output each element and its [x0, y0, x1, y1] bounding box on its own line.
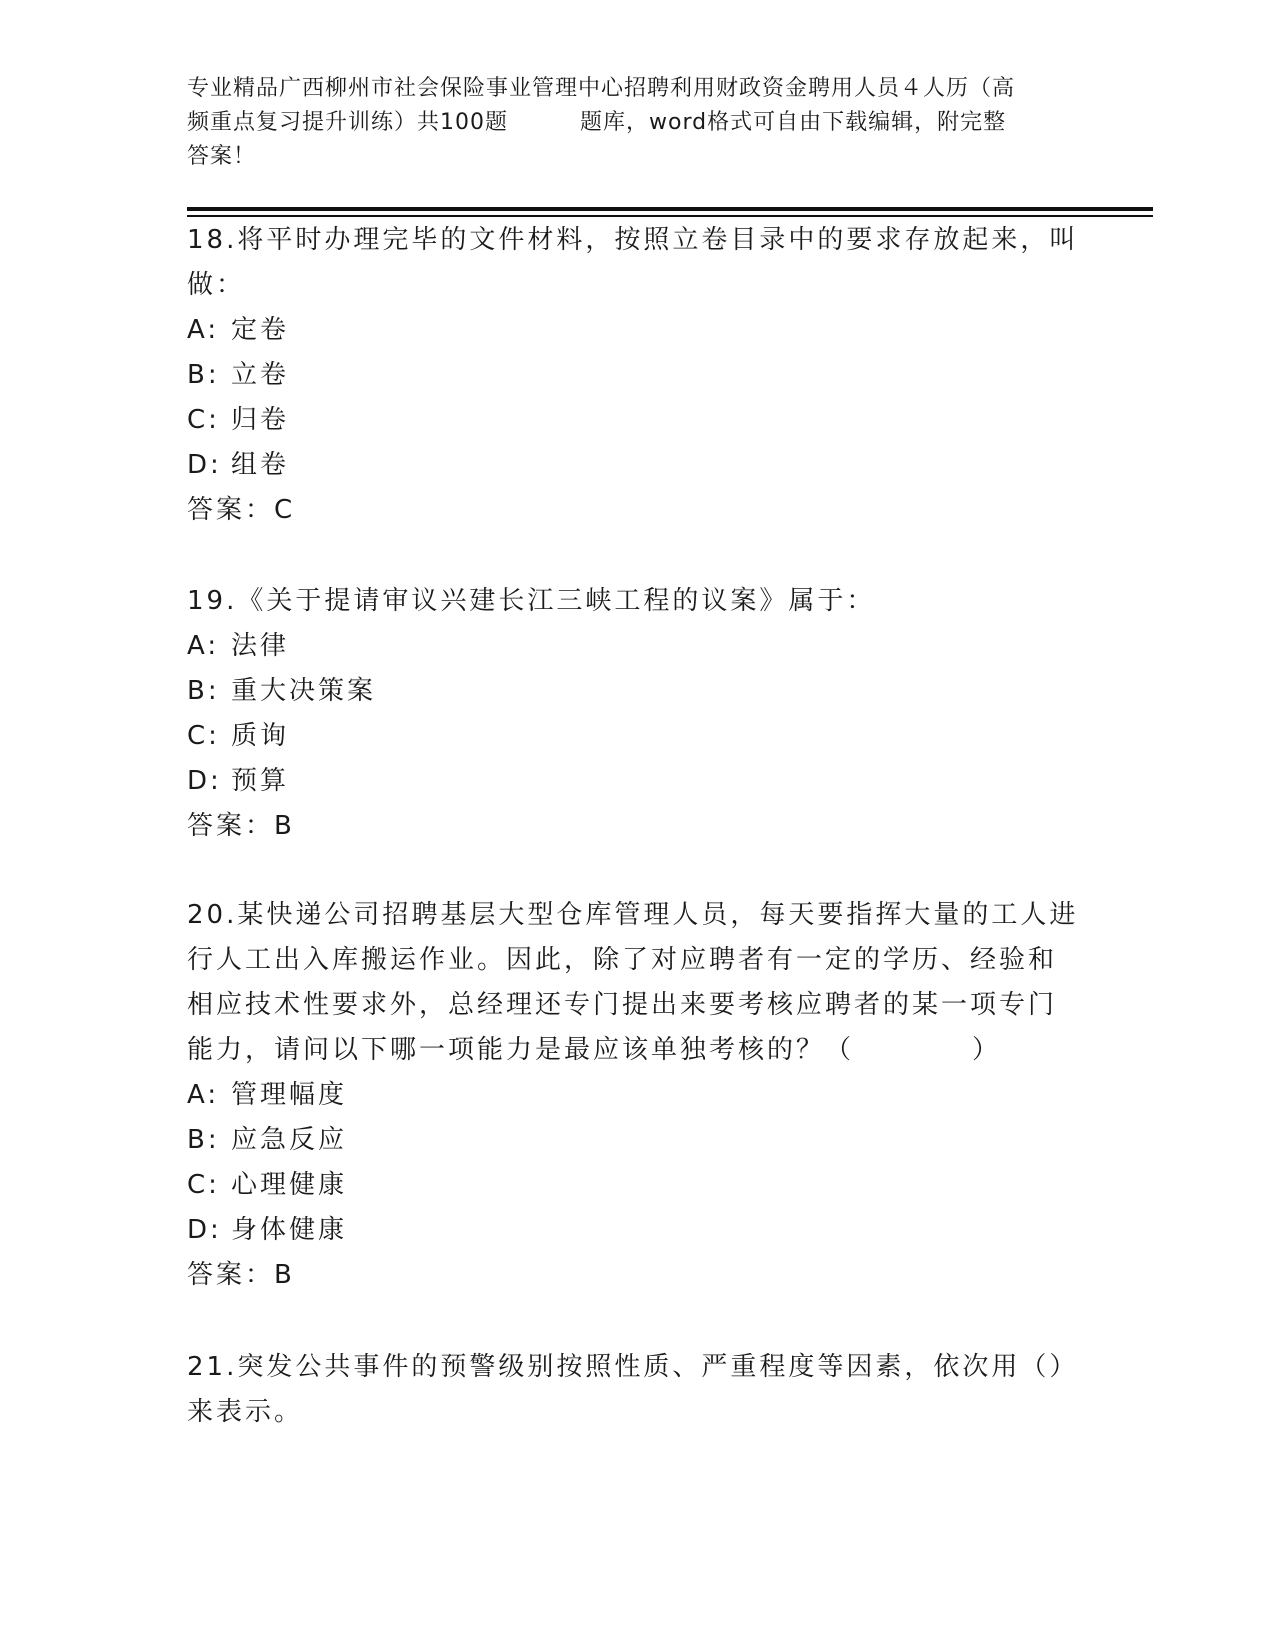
document-header	[187, 72, 1087, 174]
question-18	[187, 218, 1087, 533]
question-stem-text: 能力，请问以下哪一项能力是最应该单独考核的？（	[187, 1035, 855, 1065]
option-c	[187, 398, 1087, 443]
answer-line: 答案：C	[187, 495, 296, 525]
option-text: 预算	[231, 766, 290, 796]
question-stem-line: 20.某快递公司招聘基层大型仓库管理人员，每天要指挥大量的工人进	[187, 900, 1079, 930]
option-d	[187, 1208, 1087, 1253]
option-text: 管理幅度	[231, 1080, 348, 1110]
option-text: 组卷	[231, 450, 290, 480]
header-line-2	[187, 106, 1087, 140]
option-key: C:	[187, 1170, 220, 1200]
option-text: 身体健康	[231, 1215, 348, 1245]
header-line-2-part-a: 频重点复习提升训练）共100题	[187, 110, 508, 135]
question-stem-line: 来表示。	[187, 1397, 304, 1427]
question-21	[187, 1345, 1087, 1435]
option-key: C:	[187, 405, 220, 435]
question-stem-line: 21.突发公共事件的预警级别按照性质、严重程度等因素，依次用（）	[187, 1352, 1079, 1382]
header-divider-thick	[187, 207, 1153, 211]
option-key: D:	[187, 450, 222, 480]
option-key: B:	[187, 676, 220, 706]
option-text: 重大决策案	[231, 676, 377, 706]
option-text: 质询	[231, 721, 290, 751]
option-key: B:	[187, 1125, 220, 1155]
question-stem-line: 18.将平时办理完毕的文件材料，按照立卷目录中的要求存放起来，叫	[187, 225, 1079, 255]
option-text: 归卷	[231, 405, 290, 435]
option-key: A:	[187, 1080, 220, 1110]
option-key: B:	[187, 360, 220, 390]
option-key: D:	[187, 1215, 222, 1245]
option-key: D:	[187, 766, 222, 796]
header-line-1: 专业精品广西柳州市社会保险事业管理中心招聘利用财政资金聘用人员４人历（高	[187, 76, 1016, 101]
option-text: 法律	[231, 631, 290, 661]
answer-line: 答案：B	[187, 811, 295, 841]
option-b	[187, 669, 1087, 714]
answer-line: 答案：B	[187, 1260, 295, 1290]
option-b	[187, 353, 1087, 398]
option-text: 应急反应	[231, 1125, 348, 1155]
option-text: 定卷	[231, 315, 290, 345]
question-stem-paren-close: ）	[972, 1035, 1002, 1065]
option-b	[187, 1118, 1087, 1163]
option-a	[187, 308, 1087, 353]
question-20	[187, 893, 1087, 1298]
option-key: A:	[187, 315, 220, 345]
option-a	[187, 1073, 1087, 1118]
header-divider-thin	[187, 215, 1153, 217]
option-d	[187, 759, 1087, 804]
header-line-2-part-b: 题库，word格式可自由下载编辑，附完整	[580, 110, 1007, 135]
option-c	[187, 1163, 1087, 1208]
option-key: A:	[187, 631, 220, 661]
question-stem-line: 行人工出入库搬运作业。因此，除了对应聘者有一定的学历、经验和	[187, 945, 1058, 975]
question-stem-line: 相应技术性要求外，总经理还专门提出来要考核应聘者的某一项专门	[187, 990, 1058, 1020]
question-stem-line	[187, 1028, 1087, 1073]
question-stem-line: 做：	[187, 270, 246, 300]
question-stem-line: 19.《关于提请审议兴建长江三峡工程的议案》属于：	[187, 586, 876, 616]
option-c	[187, 714, 1087, 759]
option-text: 心理健康	[231, 1170, 348, 1200]
option-d	[187, 443, 1087, 488]
option-text: 立卷	[231, 360, 290, 390]
option-key: C:	[187, 721, 220, 751]
header-line-3: 答案！	[187, 144, 257, 169]
question-19	[187, 579, 1087, 849]
option-a	[187, 624, 1087, 669]
